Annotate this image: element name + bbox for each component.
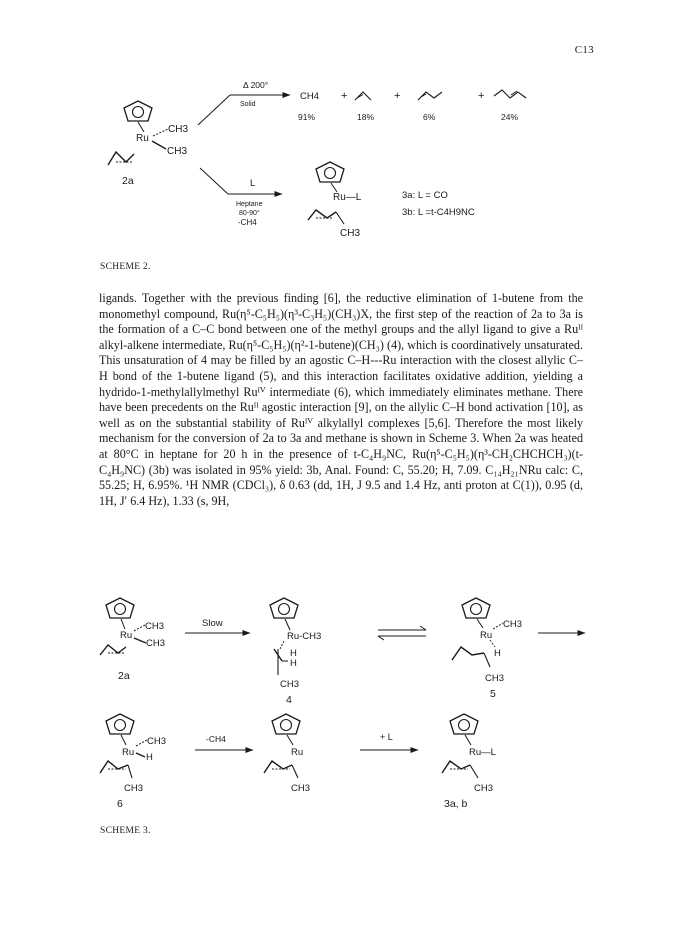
compound-5 bbox=[452, 598, 522, 700]
plus-sign: + bbox=[394, 90, 401, 102]
scheme-2-figure bbox=[0, 70, 680, 260]
methyl-group: CH3 bbox=[280, 679, 300, 690]
arrow-label: Slow bbox=[202, 618, 223, 629]
compound-label: 4 bbox=[286, 694, 292, 706]
plus-sign: + bbox=[341, 90, 348, 102]
methyl-group: CH3 bbox=[503, 619, 523, 630]
ru-atom: Ru—L bbox=[333, 192, 362, 203]
arrow-label: + L bbox=[380, 732, 393, 742]
cyclopentadienyl-ring bbox=[272, 714, 300, 734]
compound-2a bbox=[100, 598, 165, 682]
body-paragraph bbox=[99, 291, 583, 509]
plus-sign: + bbox=[478, 90, 485, 102]
ru-atom: Ru—L bbox=[469, 747, 496, 758]
compound-6 bbox=[100, 714, 166, 810]
cyclopentadienyl-ring bbox=[106, 714, 134, 734]
paragraph-text: ligands. Together with the previous finding [6], the reductive elimination of 1-butene from the monomethyl compound, Ru(η⁵-C₅H₅)(η³-C₃H₅)(CH₃)X, the first step of the reaction of 2a to 3a is the formation of a C–C bond between one of the methyl groups and the allyl ligand to give a Ruᴵᴵ alkyl-alkene intermediate, Ru(η⁵-C₅H₅)(η²-1-butene)(CH₃) (4), which is coordinatively unsaturated. This unsaturation of 4 may be filled by an agostic C–H---Ru interaction with the closest allylic C–H bond of the 1-butene ligand (5), and this interaction facilitates oxidative addition, yielding a hydrido-1-methylallylmethyl Ruᴵⱽ intermediate (6), which immediately eliminates methane. There have been precedents on the Ruᴵᴵ agostic interaction [9], on the allylic C–H bond activation [10], as well as on the substantial stability of Ruᴵⱽ alkylallyl complexes [5,6]. Therefore the most likely mechanism for the conversion of 2a to 3a and methane is shown in Scheme 3. When 2a was heated at 80°C in heptane for 20 h in the presence of t-C₄H₉NC, Ru(η⁵-C₅H₅)(η³-CH₂CHCHCH₃)(t-C₄H₉NC) (3b) was isolated in 95% yield: 3b, Anal. Found: C, 55.20; H, 7.09. C₁₄H₂₁NRu calc: C, 55.25; H, 6.95%. ¹H NMR (CDCl₃), δ 0.63 (dd, 1H, J 9.5 and 1.4 Hz, anti proton at C(1)), 0.95 (d, 1H, J′ 6.4 Hz), 1.33 (s, 9H, bbox=[99, 291, 583, 508]
allyl-ligand bbox=[308, 210, 344, 224]
compound-3ab bbox=[442, 714, 496, 810]
reaction-arrow bbox=[185, 618, 250, 633]
ru-atom: Ru bbox=[136, 133, 149, 144]
methyl-group: CH3 bbox=[474, 783, 494, 794]
page-number: C13 bbox=[574, 44, 594, 56]
reaction-arrow bbox=[360, 732, 418, 750]
hydrogen-atom: H bbox=[146, 752, 153, 763]
methyl-group: CH3 bbox=[124, 783, 144, 794]
compound-label: 6 bbox=[117, 798, 123, 810]
allyl-ligand bbox=[264, 761, 298, 778]
ru-atom: Ru bbox=[291, 747, 304, 758]
hydrogen-atom: H bbox=[290, 648, 297, 659]
cyclopentadienyl-ring bbox=[462, 598, 490, 618]
allyl-ligand bbox=[100, 645, 126, 655]
hydrogen-atom: H bbox=[494, 648, 501, 659]
compound-3 bbox=[308, 162, 475, 239]
compound-label: 5 bbox=[490, 688, 496, 700]
upper-pathway bbox=[198, 80, 526, 125]
compound-label: 2a bbox=[118, 670, 130, 682]
methyl-group: CH3 bbox=[485, 673, 505, 684]
scheme-3-caption: SCHEME 3. bbox=[100, 826, 151, 836]
product-propene bbox=[355, 92, 371, 100]
cyclopentadienyl-ring bbox=[450, 714, 478, 734]
compound-2a bbox=[108, 101, 188, 187]
scheme-2-caption: SCHEME 2. bbox=[100, 262, 151, 272]
reaction-condition: Heptane bbox=[236, 201, 263, 208]
product-butene bbox=[418, 92, 442, 100]
cyclopentadienyl-ring bbox=[270, 598, 298, 618]
reaction-condition: Δ 200° bbox=[243, 80, 269, 90]
ligand-definition: 3b: L =t-C4H9NC bbox=[402, 207, 475, 218]
compound-label: 2a bbox=[122, 175, 134, 187]
intermediate-complex bbox=[264, 714, 310, 794]
cyclopentadienyl-ring bbox=[124, 101, 152, 121]
reaction-condition: 80-90° bbox=[239, 210, 260, 217]
yield-value: 24% bbox=[501, 112, 519, 122]
reaction-condition: -CH4 bbox=[238, 218, 257, 227]
methyl-group: CH3 bbox=[146, 638, 166, 649]
allyl-ligand bbox=[442, 761, 478, 778]
reagent-label: L bbox=[250, 178, 256, 189]
methyl-group: CH3 bbox=[168, 124, 189, 135]
cyclopentadienyl-ring bbox=[316, 162, 344, 182]
lower-pathway bbox=[200, 168, 282, 227]
reaction-arrow bbox=[195, 734, 253, 750]
yield-value: 18% bbox=[357, 112, 375, 122]
scheme-3-figure bbox=[0, 585, 680, 820]
ligand-definition: 3a: L = CO bbox=[402, 190, 448, 201]
allyl-ligand bbox=[108, 152, 134, 165]
allyl-ligand bbox=[100, 761, 132, 778]
methyl-group: CH3 bbox=[145, 621, 165, 632]
arrow-label: -CH4 bbox=[206, 734, 226, 744]
methyl-group: CH3 bbox=[167, 146, 188, 157]
ru-atom: Ru bbox=[120, 630, 133, 641]
ru-atom: Ru bbox=[122, 747, 135, 758]
equilibrium-arrows bbox=[378, 626, 426, 640]
yield-value: 91% bbox=[298, 112, 316, 122]
butene-ligand bbox=[274, 649, 288, 675]
cyclopentadienyl-ring bbox=[106, 598, 134, 618]
product-methane: CH4 bbox=[300, 91, 320, 102]
ru-atom: Ru bbox=[480, 630, 493, 641]
compound-label: 3a, b bbox=[444, 798, 468, 810]
allyl-ligand bbox=[452, 647, 490, 667]
reaction-condition: Solid bbox=[240, 101, 256, 108]
methyl-group: CH3 bbox=[340, 228, 361, 239]
compound-4 bbox=[270, 598, 321, 706]
yield-value: 6% bbox=[423, 112, 436, 122]
hydrogen-atom: H bbox=[290, 658, 297, 669]
ru-atom: Ru-CH3 bbox=[287, 631, 322, 642]
product-pentene bbox=[494, 90, 526, 98]
methyl-group: CH3 bbox=[147, 736, 167, 747]
methyl-group: CH3 bbox=[291, 783, 311, 794]
